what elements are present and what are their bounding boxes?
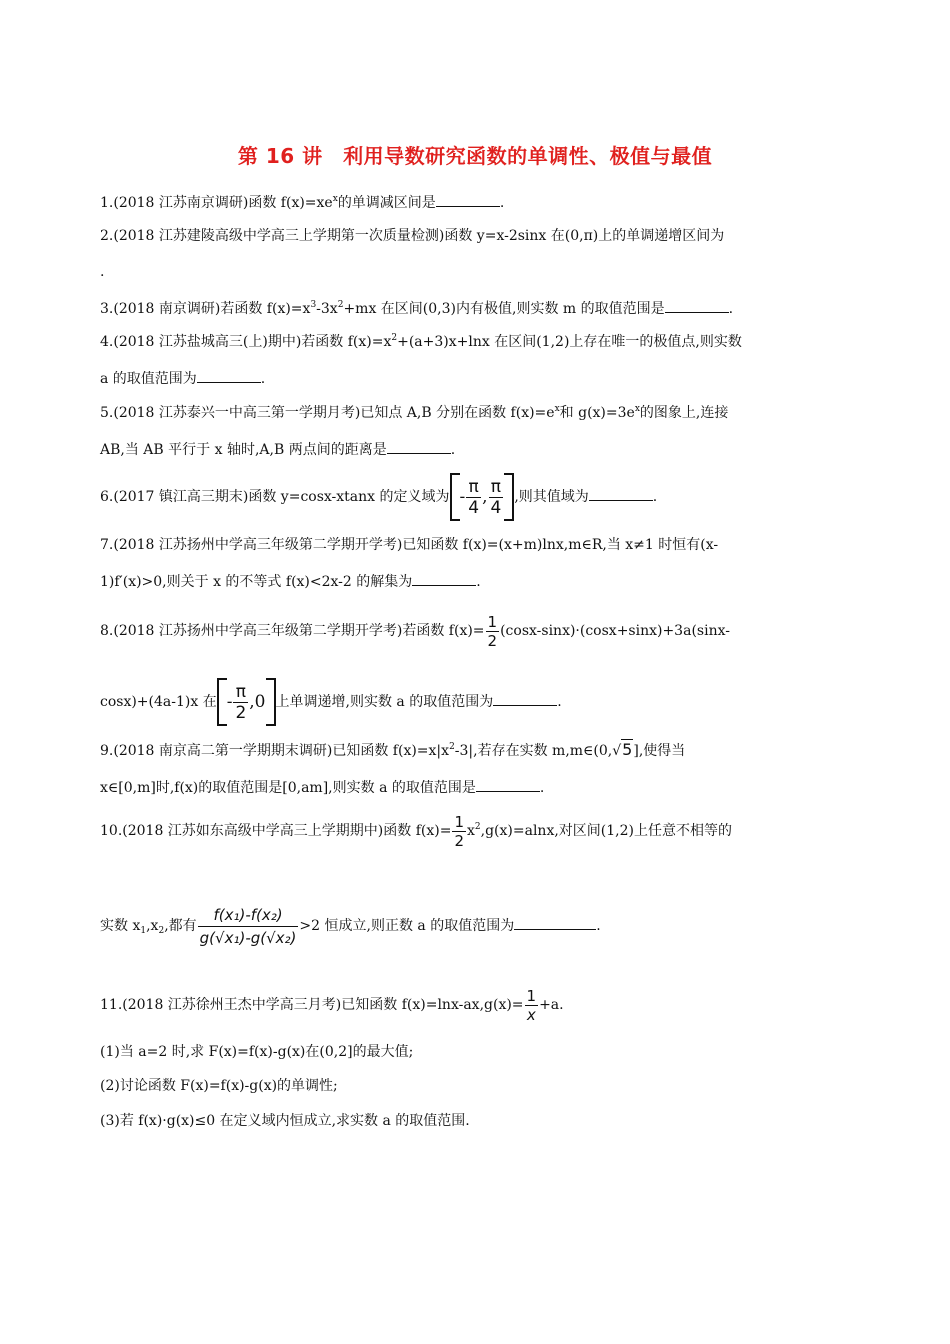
question-4-cont: a 的取值范围为 . xyxy=(100,371,266,387)
question-10-cont: 实数 $x_1,x_2$,都有 $\frac{\text{f(x₁)-f(x₂)}}{\text{g(√x₁)-g(√x₂)}}$ >2 恒成立,则正数 a 的取值范围为 . xyxy=(100,905,601,947)
question-10: 10.(2018 江苏如东高级中学高三上学期期中)函数 f(x)= $\frac{1}{2}$ $x^2,g(x)=alnx$,对区间(1,2)上任意不相等的 xyxy=(100,812,732,850)
question-11-part-3: (3)若 f(x)·g(x)≤0 在定义域内恒成立,求实数 a 的取值范围. xyxy=(100,1113,470,1129)
question-11: 11.(2018 江苏徐州王杰中学高三月考)已知函数 f(x)=lnx-ax,g(x)= $\frac{1}{x}$ +a. xyxy=(100,986,564,1024)
answer-blank[interactable] xyxy=(387,440,451,454)
page-title: 第 16 讲 利用导数研究函数的单调性、极值与最值 xyxy=(237,144,713,168)
answer-blank[interactable] xyxy=(197,369,261,383)
question-5-cont: AB,当 AB 平行于 x 轴时,A,B 两点间的距离是 . xyxy=(100,442,456,458)
answer-blank[interactable] xyxy=(412,572,476,586)
question-11-part-2: (2)讨论函数 F(x)=f(x)-g(x)的单调性; xyxy=(100,1078,338,1094)
interval-bracket: - $\frac{\pi}{2}$ ,0 xyxy=(217,677,276,727)
question-3: 3.(2018 南京调研)若函数 $f(x)=x^3-3x^2+mx$ 在区间(0,3)内有极值,则实数 m 的取值范围是 . xyxy=(100,300,734,317)
question-2-cont: . xyxy=(100,264,105,280)
question-7-cont: 1)f′(x)>0,则关于 x 的不等式 f(x)<2x-2 的解集为 . xyxy=(100,574,481,590)
question-6: 6.(2017 镇江高三期末)函数 y=cosx-xtanx 的定义域为 - $\frac{\pi}{4}$ , $\frac{\pi}{4}$ ,则其值域为 . xyxy=(100,472,860,522)
question-9: 9.(2018 南京高二第一学期期末调研)已知函数 $f(x)=x|x^2-3|$,若存在实数 m,m∈(0,√5],使得当 xyxy=(100,738,860,762)
answer-blank[interactable] xyxy=(665,299,729,313)
sqrt-symbol: √5 xyxy=(612,740,633,759)
answer-blank[interactable] xyxy=(476,778,540,792)
question-7: 7.(2018 江苏扬州中学高三年级第二学期开学考)已知函数 f(x)=(x+m)lnx,m∈R,当 x≠1 时恒有(x- xyxy=(100,537,719,553)
question-2: 2.(2018 江苏建陵高级中学高三上学期第一次质量检测)函数 y=x-2sinx 在(0,π)上的单调递增区间为 xyxy=(100,228,725,244)
question-5: 5.(2018 江苏泰兴一中高三第一学期月考)已知点 A,B 分别在函数 $f(x)=e^x$和 $g(x)=3e^x$的图象上,连接 xyxy=(100,404,729,421)
question-1: 1.(2018 江苏南京调研)函数 $f(x)=xe^x$的单调减区间是 . xyxy=(100,194,505,211)
interval-bracket: - $\frac{\pi}{4}$ , $\frac{\pi}{4}$ xyxy=(450,472,515,522)
question-8: 8.(2018 江苏扬州中学高三年级第二学期开学考)若函数 f(x)= $\frac{1}{2}$ (cosx-sinx)·(cosx+sinx)+3a(sinx- xyxy=(100,612,730,650)
answer-blank[interactable] xyxy=(436,193,500,207)
question-4: 4.(2018 江苏盐城高三(上)期中)若函数 $f(x)=x^2+(a+3)x+\ln x$ 在区间(1,2)上存在唯一的极值点,则实数 xyxy=(100,333,742,350)
answer-blank[interactable] xyxy=(493,692,557,706)
question-8-cont: cosx)+(4a-1)x 在 - $\frac{\pi}{2}$ ,0 上单调递增,则实数 a 的取值范围为 . xyxy=(100,677,860,727)
answer-blank[interactable] xyxy=(589,487,653,501)
question-11-part-1: (1)当 a=2 时,求 F(x)=f(x)-g(x)在(0,2]的最大值; xyxy=(100,1044,414,1060)
answer-blank[interactable] xyxy=(514,916,596,930)
question-9-cont: x∈[0,m]时,f(x)的取值范围是[0,am],则实数 a 的取值范围是 . xyxy=(100,780,545,796)
